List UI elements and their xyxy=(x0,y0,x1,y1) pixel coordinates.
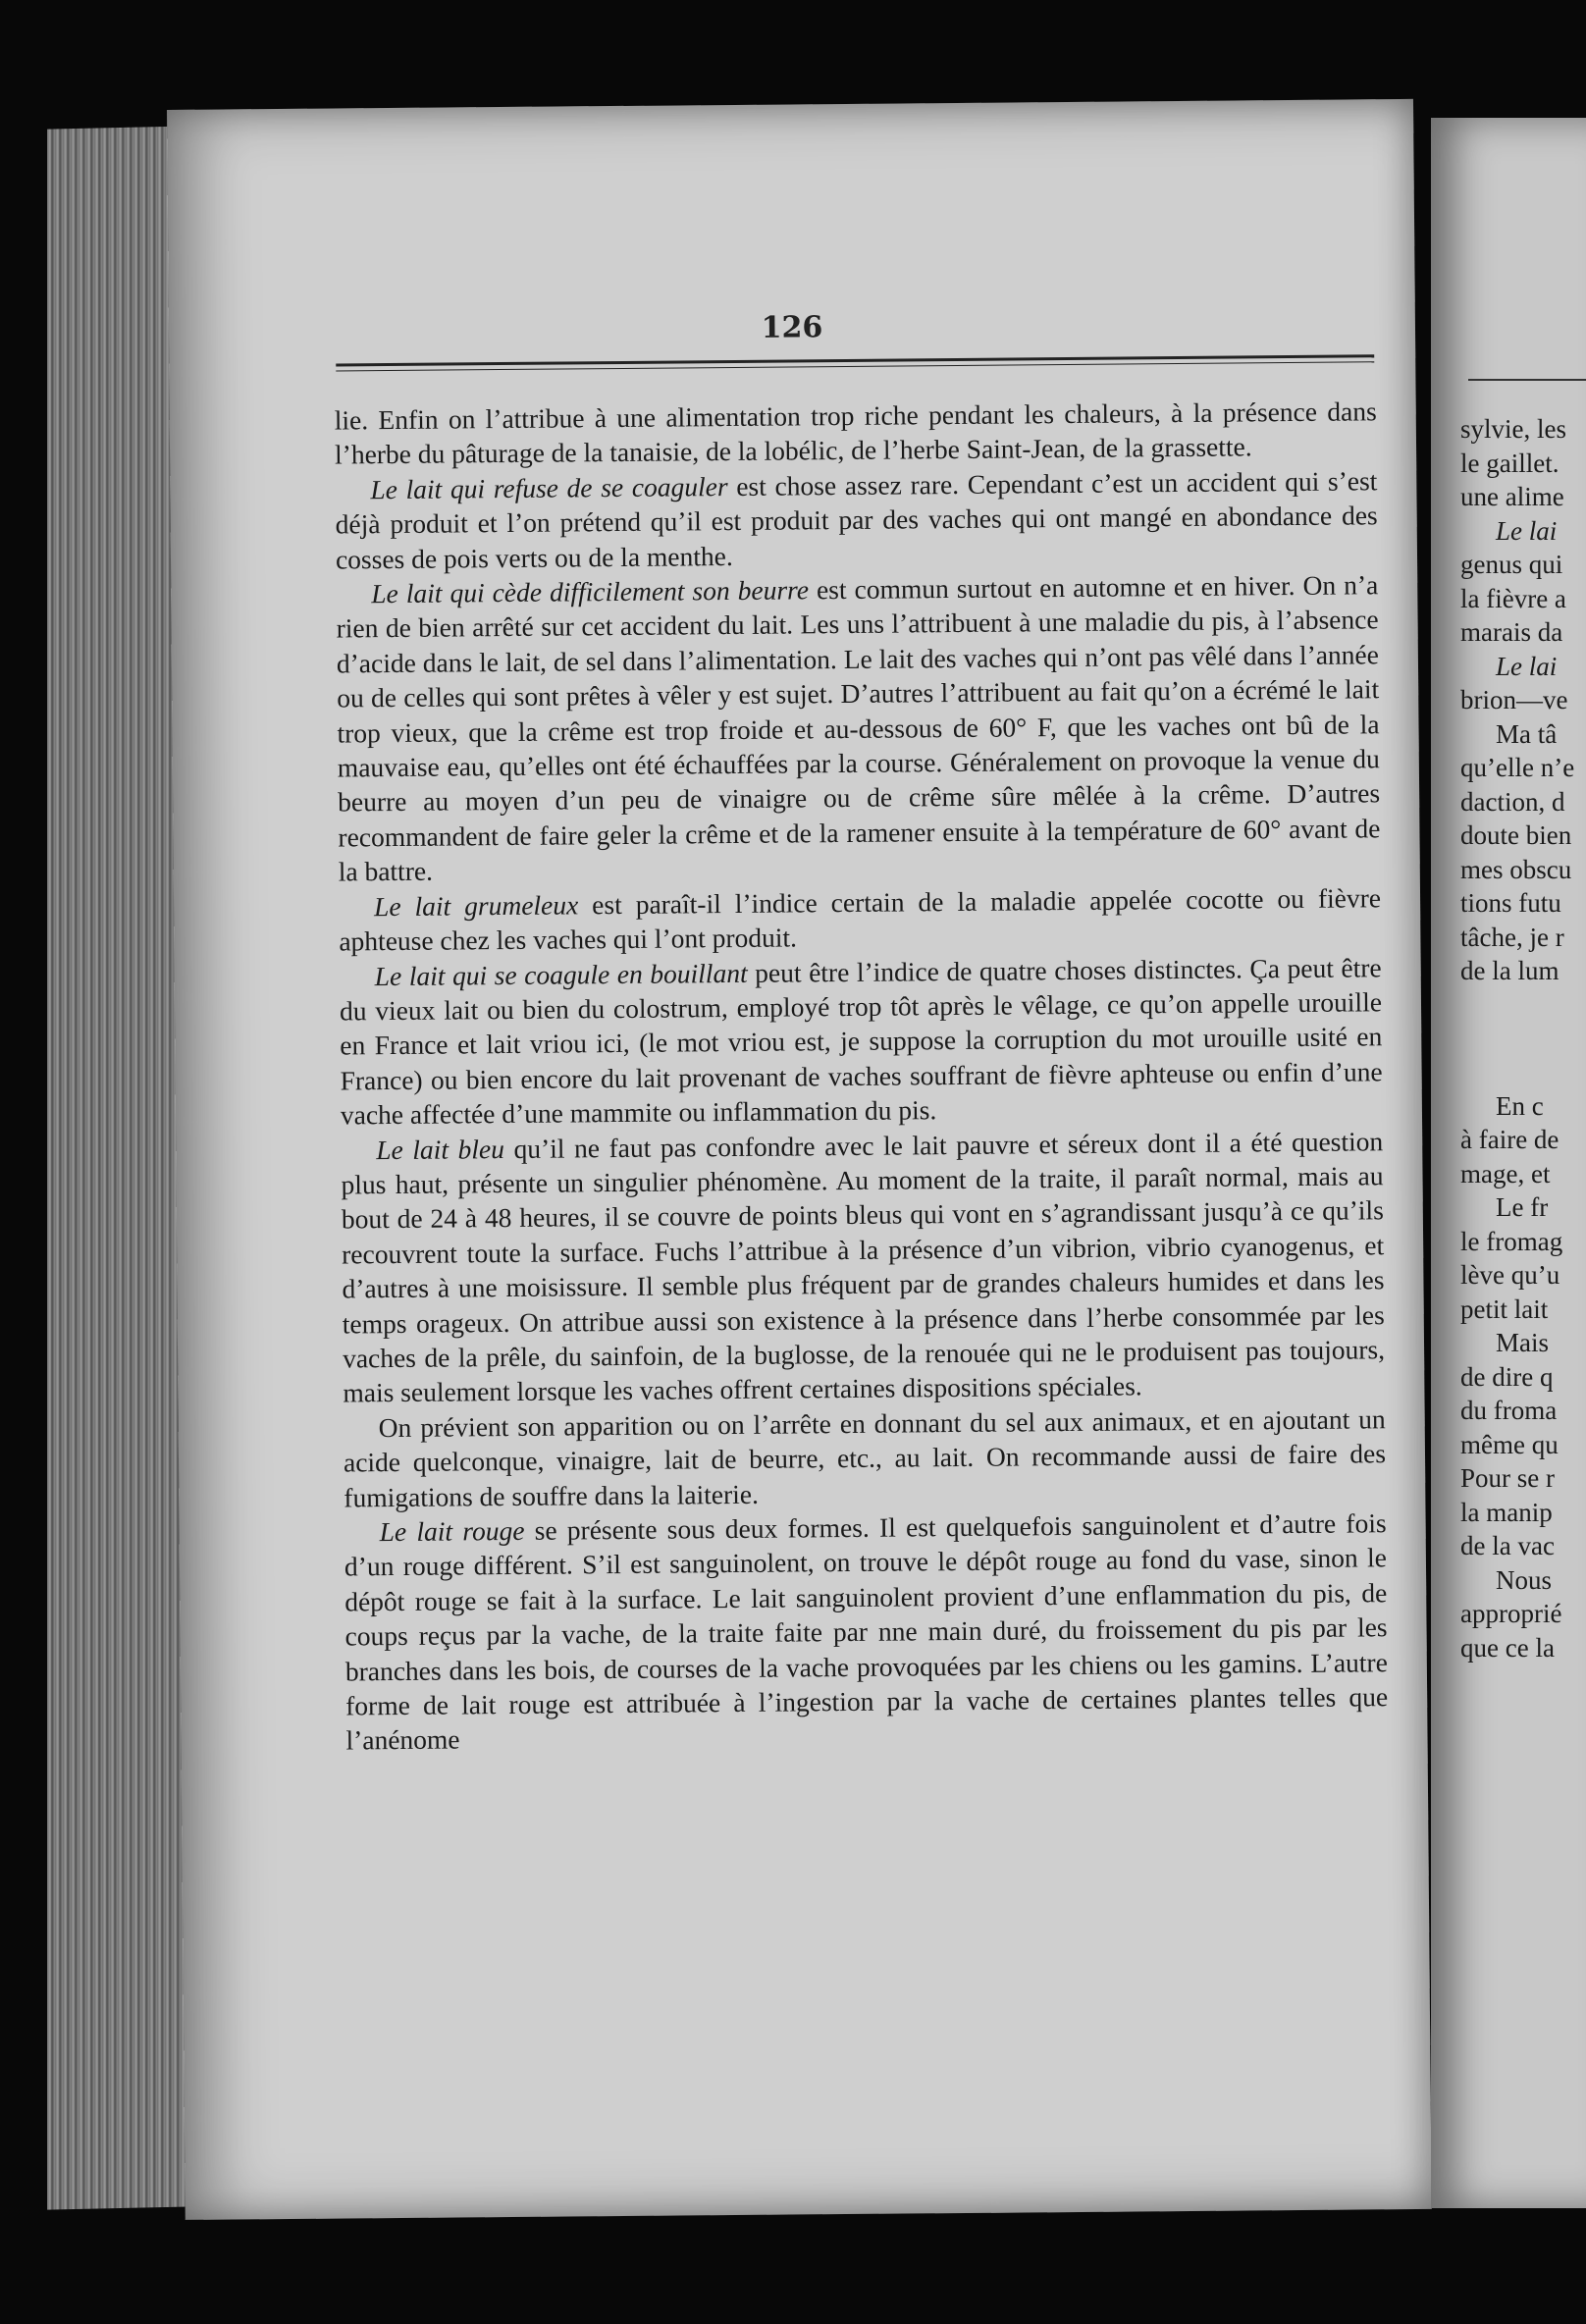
adjacent-line: En c xyxy=(1496,1090,1544,1121)
adjacent-line: de la vac xyxy=(1460,1531,1555,1560)
adjacent-line: Mais xyxy=(1496,1328,1549,1357)
adjacent-line: petit lait xyxy=(1460,1294,1549,1324)
adjacent-line: Le lai xyxy=(1496,515,1558,546)
adjacent-line: de dire q xyxy=(1460,1361,1554,1392)
paragraph: On prévient son apparition ou on l’arrête en donnant du sel aux animaux, et en ajoutant un acide quelconque, vinaigre, lait de beurre, etc., au lait. On recommande aussi de faire des fumigations de souffre dans la laiterie. xyxy=(343,1402,1387,1513)
adjacent-line: que ce la xyxy=(1460,1632,1555,1663)
adjacent-line: Pour se r xyxy=(1460,1463,1555,1493)
adjacent-line: tâche, je r xyxy=(1460,922,1564,952)
adjacent-page-text xyxy=(1460,412,1586,1664)
adjacent-line: la manip xyxy=(1460,1497,1553,1527)
adjacent-line: Nous xyxy=(1496,1564,1553,1595)
italic-lead: Le lait qui cède difficilement son beurre xyxy=(371,574,810,609)
adjacent-line: même qu xyxy=(1460,1429,1559,1459)
paragraph: Le lait qui cède difficilement son beurre est commun surtout en automne et en hiver. On n’a rien de bien arrêté sur cet accident du lait. Les uns l’attribuent à une maladie du pis, à l’absence d’acide dans le lait, de sel dans l’alimentation. Le lait des vaches qui n’ont pas vêlé dans l’année ou de celles qui sont prêtes à vêler y est sujet. D’autres l’attribuent au fait qu’on a écrémé le lait trop vieux, que la crême est trop froide et au-dessous de 60° F, que les vaches ont bû de la mauvaise eau, qu’elles ont été échauffées par la course. Généralement on provoque la venue du beurre au moyen d’un peu de vinaigre ou de crême sûre mêlée à la crême. D’autres recommandent de faire geler la crême et de la ramener ensuite à la température de 60° avant de la battre. xyxy=(336,569,1381,887)
header-rule xyxy=(336,354,1374,371)
adjacent-line: qu’elle n’e xyxy=(1460,753,1575,782)
adjacent-line: Le fr xyxy=(1496,1192,1549,1222)
adjacent-header-rule xyxy=(1468,379,1586,381)
adjacent-line: du froma xyxy=(1460,1396,1558,1425)
paragraph: Le lait bleu qu’il ne faut pas confondre avec le lait pauvre et séreux dont il a été question plus haut, présente un singulier phénomène. Au moment de la traite, il paraît normal, mais au bout de 24 à 48 heures, il se couvre de points bleus qui vont en s’agrandissant jusqu’à ce qu’ils recouvrent toute la surface. Fuchs l’attribue à la présence d’un vibrion, vibrio cyanogenus, et d’autres à une moisissure. Il semble plus fréquent par de grandes chaleurs humides et dans les temps orageux. On attribue aussi son existence à la présence dans l’herbe consommée par les vaches de la prêle, du sainfoin, de la buglosse, de la renouée qui ne le produisent pas toujours, mais seulement lorsque les vaches offrent certaines dispositions spéciales. xyxy=(341,1125,1386,1408)
adjacent-line: le fromag xyxy=(1460,1226,1563,1256)
italic-lead: Le lait qui refuse de se coaguler xyxy=(370,470,728,505)
book-page xyxy=(167,99,1432,2220)
paragraph: Le lait grumeleux est paraît-il l’indice certain de la maladie appelée cocotte ou fièvre aphteuse chez les vaches qui l’ont produit. xyxy=(339,881,1382,957)
adjacent-line: sylvie, les xyxy=(1460,414,1566,444)
paragraph: Le lait rouge se présente sous deux formes. Il est quelquefois sanguinolent et d’autre fois d’un rouge différent. S’il est sanguinolent, on trouve le dépôt rouge au fond du vase, sinon le dépôt rouge se fait à la surface. Le lait sanguinolent provient d’une enflammation du pis, de coups reçus par la vache, de la traite faite par nne main duré, du froissement du pis par les branches dans les bois, de courses de la vache provoquées par les chiens ou les gamins. L’autre forme de lait rouge est attribuée à l’ingestion par la vache de certaines plantes telles que l’anénome xyxy=(344,1507,1389,1756)
adjacent-line: de la lum xyxy=(1460,956,1560,985)
paragraph: Le lait qui refuse de se coaguler est chose assez rare. Cependant c’est un accident qui s’est déjà produit et l’on prétend qu’il est produit par des vaches qui ont mangé en abondance des cosses de pois verts ou de la menthe. xyxy=(335,465,1378,575)
adjacent-line: le gaillet. xyxy=(1460,448,1560,478)
adjacent-page xyxy=(1431,118,1586,2208)
italic-lead: Le lait grumeleux xyxy=(373,889,579,922)
adjacent-line: lève qu’u xyxy=(1460,1260,1560,1290)
italic-lead: Le lait bleu xyxy=(376,1133,505,1165)
adjacent-line: doute bien xyxy=(1460,820,1572,850)
adjacent-line: genus qui xyxy=(1460,550,1563,579)
adjacent-line: Ma tâ xyxy=(1496,718,1558,749)
page-number: 126 xyxy=(761,310,823,345)
adjacent-line: mage, et xyxy=(1460,1158,1551,1188)
italic-lead: Le lait qui se coagule en bouillant xyxy=(374,957,748,991)
adjacent-line: daction, d xyxy=(1460,786,1565,817)
paragraph: lie. Enfin on l’attribue à une alimentation trop riche pendant les chaleurs, à la présence dans l’herbe du pâturage de la tanaisie, de la lobélic, de l’herbe Saint-Jean, de la grassette. xyxy=(334,396,1377,470)
adjacent-line: à faire de xyxy=(1460,1125,1560,1154)
italic-lead: Le lait rouge xyxy=(379,1514,525,1548)
adjacent-blank xyxy=(1460,988,1586,1089)
adjacent-line: une alime xyxy=(1460,482,1564,511)
adjacent-line: brion—ve xyxy=(1460,685,1568,714)
body-text xyxy=(335,394,1389,1758)
adjacent-line: la fièvre a xyxy=(1460,583,1566,613)
adjacent-line: approprié xyxy=(1460,1599,1562,1628)
adjacent-line: Le lai xyxy=(1496,651,1558,681)
paragraph: Le lait qui se coagule en bouillant peut être l’indice de quatre choses distinctes. Ça peut être du vieux lait ou bien du colostrum, employé trop tôt après le vêlage, ce qu’on appelle urouille en France et lait vriou ici, (le mot vriou est, je suppose la corruption du mot urouille usité en France) ou bien encore du lait provenant de vaches souffrant de fièvre aphteuse ou enfin d’une vache affectée d’une mammite ou inflammation du pis. xyxy=(339,951,1383,1131)
adjacent-line: mes obscu xyxy=(1460,854,1572,884)
adjacent-line: marais da xyxy=(1460,617,1563,647)
adjacent-line: tions futu xyxy=(1460,888,1561,918)
